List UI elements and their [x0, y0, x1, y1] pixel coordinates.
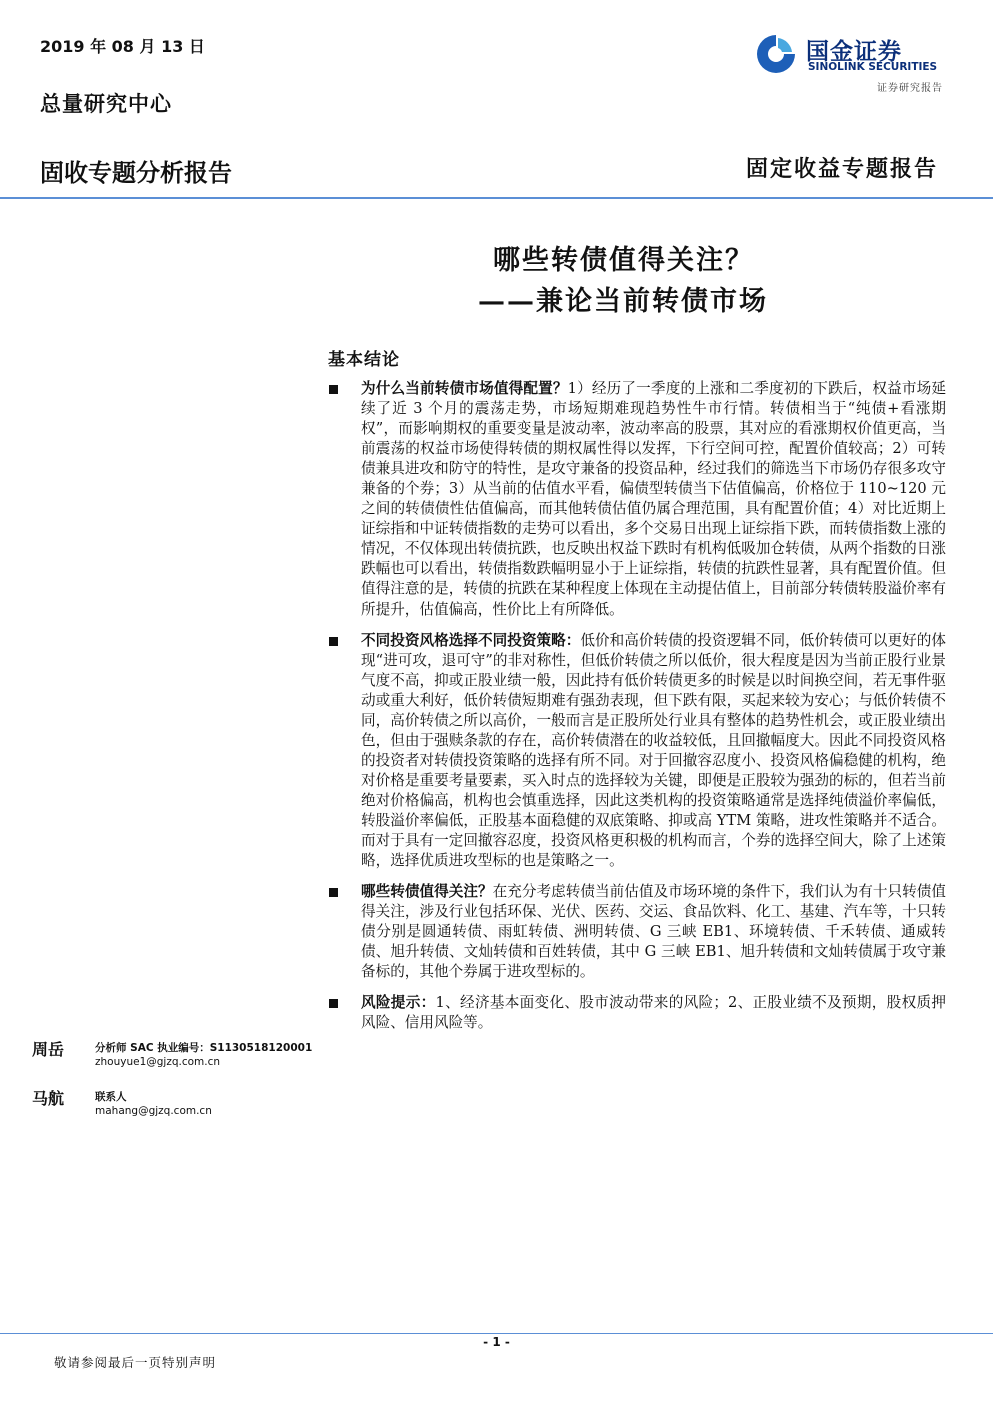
conclusions-list [326, 379, 946, 1033]
header-divider [0, 197, 993, 199]
bullet-lead: 风险提示： [361, 994, 436, 1012]
report-category: 固定收益专题报告 [745, 156, 938, 182]
bullet-lead: 哪些转债值得关注？ [361, 883, 493, 901]
bullet-text: 低价和高价转债的投资逻辑不同，低价转债可以更好的体现“进可攻，退可守”的非对称性，但低价转债之所以低价，很大程度是因为当前正股行业景气度不高，抑或正股业绩一般，因此持有低价转债更多的时候是以时间换空间，若无事件驱动或重大利好，低价转债短期难有强劲表现，但下跌有限，买起来较为安心；与低价转债不同，高价转债之所以高价，一般而言是正股所处行业具有整体的趋势性机会，或正股业绩出色，但由于强赎条款的存在，高价转债潜在的收益较低，且回撤幅度大。因此不同投资风格的投资者对转债投资策略的选择有所不同。对于回撤容忍度小、投资风格偏稳健的机构，绝对价格是重要考量要素，买入时点的选择较为关键，即便是正股较为强劲的标的，但若当前绝对价格偏高，机构也会慎重选择，因此这类机构的投资策略通常是选择纯债溢价率偏低，转股溢价率偏低，正股基本面稳健的双底策略、抑或高 YTM 策略，进攻性策略并不适合。而对于具有一定回撤容忍度，投资风格更积极的机构而言，个券的选择空间大，除了上述策略，选择优质进攻型标的也是策略之一。 [361, 631, 946, 870]
report-subtitle: ——兼论当前转债市场 [478, 286, 768, 317]
bullet-square-icon [329, 385, 338, 394]
report-date: 2019 年 08 月 13 日 [40, 37, 205, 56]
author-email[interactable]: zhouyue1@gjzq.com.cn [95, 1056, 221, 1068]
list-item [326, 631, 946, 872]
bullet-lead: 为什么当前转债市场值得配置？ [361, 380, 568, 397]
logo-english-name: SINOLINK SECURITIES [808, 61, 938, 73]
list-item [326, 882, 946, 982]
bullet-text: 1、经济基本面变化、股市波动带来的风险；2、正股业绩不及预期，股权质押风险、信用风险等。 [361, 994, 946, 1032]
list-item [326, 379, 946, 620]
bullet-lead: 不同投资风格选择不同投资策略： [361, 631, 581, 649]
author-name: 马航 [32, 1089, 65, 1108]
bullet-square-icon [329, 888, 338, 897]
author-email[interactable]: mahang@gjzq.com.cn [95, 1105, 212, 1117]
report-type: 固收专题分析报告 [40, 159, 232, 187]
author-role: 联系人 [95, 1091, 127, 1103]
logo-chinese-name: 国金证券 [806, 39, 902, 65]
bullet-text: 1）经历了一季度的上涨和二季度初的下跌后，权益市场延续了近 3 个月的震荡走势，市场短期难现趋势性牛市行情。转债相当于“纯债+看涨期权”，而影响期权的重要变量是波动率，波动率高的股票，其对应的看涨期权价值更高，当前震荡的权益市场使得转债的期权属性得以发挥，下行空间可控，配置价值较高；2）可转债兼具进攻和防守的特性，是攻守兼备的投资品种，经过我们的筛选当下市场仍存很多攻守兼备的个券；3）从当前的估值水平看，偏债型转债当下估值偏高，价格位于 110~120 元之间的转债债性估值偏高，而其他转债估值仍属合理范围，具有配置价值；4）对比近期上证综指和中证转债指数的走势可以看出，多个交易日出现上证综指下跌，而转债指数上涨的情况，不仅体现出转债抗跌，也反映出权益下跌时有机构低吸加仓转债，从两个指数的日涨跌幅也可以看出，转债指数跌幅明显小于上证综指，转债的抗跌性显著，具有配置价值。但值得注意的是，转债的抗跌在某种程度上体现在主动提估值上，目前部分转债转股溢价率有所提升，估值偏高，性价比上有所降低。 [361, 380, 946, 618]
department-name: 总量研究中心 [40, 91, 172, 116]
bullet-text: 在充分考虑转债当前估值及市场环境的条件下，我们认为有十只转债值得关注，涉及行业包括环保、光伏、医药、交运、食品饮料、化工、基建、汽车等，十只转债分别是圆通转债、雨虹转债、洲明转债、G 三峡 EB1、环境转债、千禾转债、通威转债、旭升转债、文灿转债和百姓转债，其中 G 三峡 EB1、旭升转债和文灿转债属于攻守兼备标的，其他个券属于进攻型标的。 [361, 883, 946, 981]
bullet-square-icon [329, 999, 338, 1008]
section-heading: 基本结论 [328, 350, 400, 370]
bullet-square-icon [329, 637, 338, 646]
author-role: 分析师 SAC 执业编号：S1130518120001 [95, 1042, 313, 1054]
footer-divider [0, 1333, 993, 1334]
author-name: 周岳 [32, 1040, 65, 1059]
logo-subtitle: 证券研究报告 [877, 83, 943, 94]
report-title: 哪些转债值得关注？ [493, 245, 754, 276]
logo-mark-icon [754, 32, 798, 76]
page-number: - 1 - [483, 1335, 510, 1349]
sinolink-logo [754, 30, 944, 76]
list-item [326, 993, 946, 1033]
disclaimer-note: 敬请参阅最后一页特别声明 [54, 1355, 217, 1370]
